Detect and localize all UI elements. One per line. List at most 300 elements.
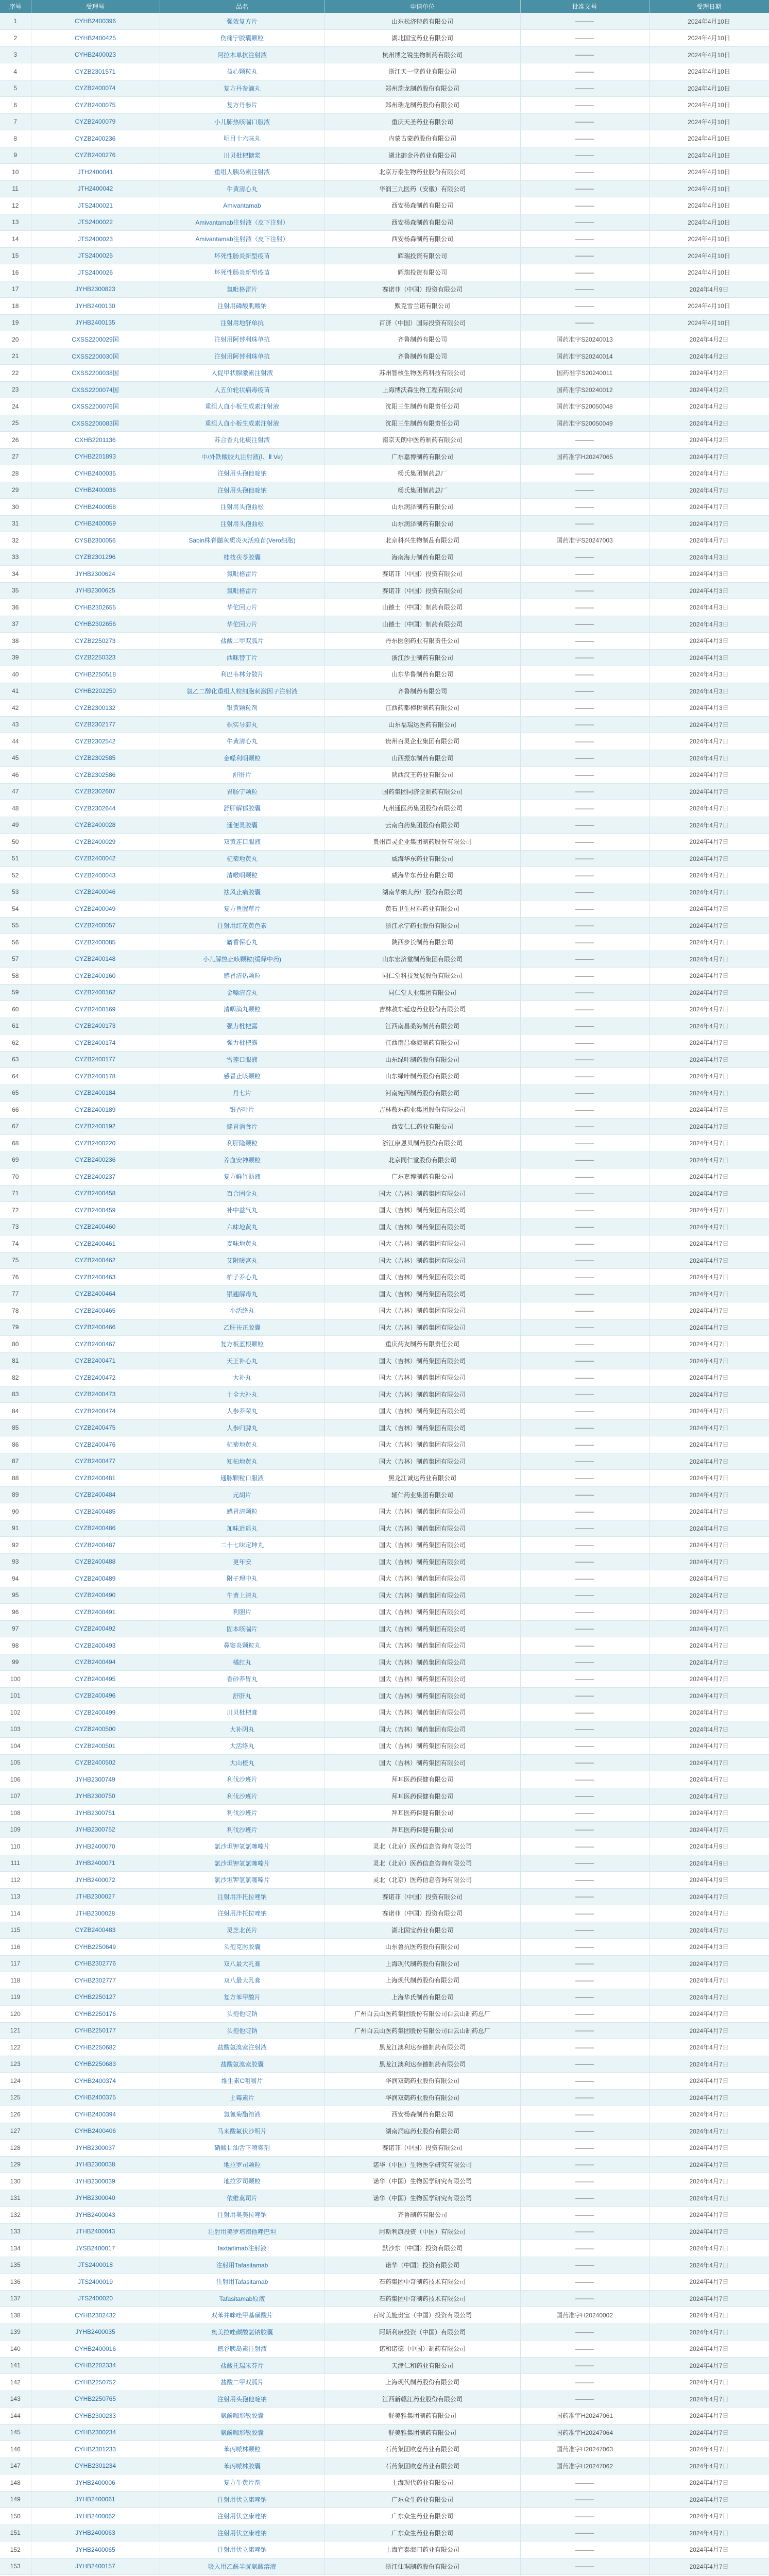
accept-date: 2024年4月3日 <box>649 599 769 616</box>
applicant: 石药集团欧意药业有限公司 <box>324 2458 520 2475</box>
product-name: 注射用伏立康唑钠 <box>160 2508 324 2525</box>
approval-no: ——— <box>520 2240 649 2257</box>
application-no: CYHB2400374 <box>31 2073 160 2090</box>
applicant: 国大（吉林）制药集团有限公司 <box>324 1302 520 1319</box>
accept-date: 2024年4月7日 <box>649 2458 769 2475</box>
table-row <box>0 1553 769 1570</box>
applicant: 上海博沃森生物工程有限公司 <box>324 381 520 398</box>
product-name: 牛黄清心丸 <box>160 733 324 750</box>
product-name: 注射用Tafasitamab <box>160 2274 324 2291</box>
accept-date: 2024年4月7日 <box>649 834 769 851</box>
approval-no: 国药准字H20247065 <box>520 448 649 465</box>
table-row <box>0 1403 769 1420</box>
accept-date: 2024年4月7日 <box>649 917 769 934</box>
product-name: 双苯并咪唑甲基磺酸片 <box>160 2307 324 2324</box>
product-name: 健胃消食片 <box>160 1118 324 1135</box>
product-name: 橘红丸 <box>160 1654 324 1671</box>
application-no: CYZB2400465 <box>31 1302 160 1319</box>
application-no: CYHB2300233 <box>31 2408 160 2425</box>
product-name: 强效复方片 <box>160 13 324 30</box>
applicant: 黄石卫生材料药业有限公司 <box>324 901 520 918</box>
approval-no: ——— <box>520 616 649 633</box>
applicant: 华润双鹤药业股份有限公司 <box>324 2089 520 2106</box>
accept-date: 2024年4月7日 <box>649 1570 769 1587</box>
application-no: CYHB2202250 <box>31 683 160 700</box>
product-name: 小活络丸 <box>160 1302 324 1319</box>
accept-date: 2024年4月10日 <box>649 63 769 80</box>
application-no: JTS2400025 <box>31 247 160 264</box>
application-no: CYZB2400471 <box>31 1352 160 1369</box>
applicant: 国大（吉林）制药集团有限公司 <box>324 1570 520 1587</box>
table-row <box>0 1687 769 1704</box>
applicant: 云南白药集团股份有限公司 <box>324 817 520 834</box>
table-row <box>0 1754 769 1771</box>
product-name: 盐酸氨溴索注射液 <box>160 2039 324 2056</box>
approval-no: ——— <box>520 649 649 666</box>
applicant: 国大（吉林）制药集团有限公司 <box>324 1436 520 1453</box>
application-no: CYZB2400464 <box>31 1285 160 1302</box>
table-row <box>0 197 769 214</box>
table-row <box>0 2039 769 2056</box>
applicant: 国大（吉林）制药集团有限公司 <box>324 1637 520 1654</box>
applicant: 陕西汉王药业有限公司 <box>324 767 520 784</box>
accept-date: 2024年4月7日 <box>649 499 769 516</box>
table-row <box>0 2173 769 2190</box>
application-no: CYZB2400493 <box>31 1637 160 1654</box>
application-no: JYHB2300823 <box>31 281 160 298</box>
product-name: 土霉素片 <box>160 2089 324 2106</box>
applicant: 湖北国宝药业有限公司 <box>324 30 520 47</box>
product-name: 复方板蓝根颗粒 <box>160 1336 324 1353</box>
row-index: 103 <box>0 1721 31 1738</box>
accept-date: 2024年4月7日 <box>649 2341 769 2358</box>
applicant: 诺华（中国）生物医学研究有限公司 <box>324 2190 520 2207</box>
application-no: CYZB2400043 <box>31 867 160 884</box>
header-date: 受理日期 <box>649 0 769 13</box>
application-no: CYHB2400036 <box>31 482 160 499</box>
table-row <box>0 2257 769 2274</box>
application-no: CYZB2400495 <box>31 1671 160 1688</box>
table-row <box>0 30 769 47</box>
approval-no: ——— <box>520 2207 649 2224</box>
row-index: 25 <box>0 415 31 432</box>
application-no: JYHB2300038 <box>31 2156 160 2173</box>
application-no: CXSS2200076国 <box>31 398 160 415</box>
applicant: 山西振东制药有限公司 <box>324 750 520 767</box>
applicant: 齐鲁制药有限公司 <box>324 331 520 348</box>
product-name: 坏死性肠炎新型疫苗 <box>160 264 324 281</box>
application-no: CYZB2302542 <box>31 733 160 750</box>
table-row <box>0 750 769 767</box>
table-row <box>0 2424 769 2441</box>
table-body <box>0 13 769 2576</box>
row-index: 68 <box>0 1135 31 1152</box>
product-name: 复方丹参滴丸 <box>160 80 324 97</box>
table-row <box>0 1855 769 1872</box>
table-row <box>0 1805 769 1822</box>
table-row <box>0 733 769 750</box>
row-index: 63 <box>0 1051 31 1068</box>
application-no: CYHB2250176 <box>31 2006 160 2023</box>
product-name: 注射用伏立康唑钠 <box>160 2524 324 2541</box>
approval-no: ——— <box>520 2257 649 2274</box>
application-no: JYHB2400043 <box>31 2207 160 2224</box>
approval-no: ——— <box>520 1671 649 1688</box>
row-index: 92 <box>0 1537 31 1554</box>
applicant: 赛诺菲（中国）投资有限公司 <box>324 281 520 298</box>
application-no: JYHB2400063 <box>31 2524 160 2541</box>
approval-no: ——— <box>520 2223 649 2240</box>
approval-no: ——— <box>520 1235 649 1252</box>
approval-no: ——— <box>520 1302 649 1319</box>
product-name: 附子理中丸 <box>160 1570 324 1587</box>
accept-date: 2024年4月7日 <box>649 1821 769 1838</box>
row-index: 51 <box>0 850 31 867</box>
product-name: 丹七片 <box>160 1084 324 1101</box>
table-row <box>0 716 769 733</box>
application-no: JTS2400026 <box>31 264 160 281</box>
accept-date: 2024年4月7日 <box>649 1135 769 1152</box>
table-row <box>0 1771 769 1788</box>
table-row <box>0 1151 769 1168</box>
applicant: 威海华东药业有限公司 <box>324 850 520 867</box>
application-no: CYZB2400491 <box>31 1604 160 1621</box>
applicant: 国大（吉林）制药集团有限公司 <box>324 1704 520 1721</box>
product-name: 祛风止痛胶囊 <box>160 884 324 901</box>
accept-date: 2024年4月10日 <box>649 247 769 264</box>
table-row <box>0 1989 769 2006</box>
accept-date: 2024年4月7日 <box>649 2290 769 2307</box>
table-row <box>0 2123 769 2140</box>
approval-no: ——— <box>520 1101 649 1118</box>
approval-no: ——— <box>520 298 649 315</box>
row-index: 131 <box>0 2190 31 2207</box>
applicant: 国大（吉林）制药集团有限公司 <box>324 1754 520 1771</box>
table-row <box>0 850 769 867</box>
product-name: 小儿解热止咳颗粒(缓释中药) <box>160 951 324 968</box>
applicant: 山东华鲁制药有限公司 <box>324 666 520 683</box>
approval-no: ——— <box>520 2039 649 2056</box>
row-index: 44 <box>0 733 31 750</box>
row-index: 139 <box>0 2324 31 2341</box>
applicant: 西安杨森制药有限公司 <box>324 197 520 214</box>
applicant: 山德士（中国）制药有限公司 <box>324 616 520 633</box>
accept-date: 2024年4月10日 <box>649 80 769 97</box>
application-no: JTS2400022 <box>31 214 160 231</box>
approval-no: ——— <box>520 247 649 264</box>
applicant: 国大（吉林）制药集团有限公司 <box>324 1352 520 1369</box>
table-row <box>0 2341 769 2358</box>
approval-no: 国药准字S20050048 <box>520 398 649 415</box>
applicant: 国大（吉林）制药集团有限公司 <box>324 1620 520 1637</box>
row-index: 118 <box>0 1972 31 1989</box>
application-no: CYZB2400085 <box>31 934 160 951</box>
accept-date: 2024年4月7日 <box>649 1035 769 1052</box>
row-index: 121 <box>0 2022 31 2039</box>
application-no: CYZB2400489 <box>31 1570 160 1587</box>
table-row <box>0 465 769 482</box>
table-row <box>0 2274 769 2291</box>
accept-date: 2024年4月3日 <box>649 582 769 599</box>
applicant: 国大（吉林）制药集团有限公司 <box>324 1202 520 1219</box>
applicant: 北京科兴生物制品有限公司 <box>324 532 520 549</box>
row-index: 52 <box>0 867 31 884</box>
approval-no: ——— <box>520 2106 649 2123</box>
header-product-name: 品名 <box>160 0 324 13</box>
application-no: CYZB2400496 <box>31 1687 160 1704</box>
row-index: 46 <box>0 767 31 784</box>
product-name: 杞菊地黄丸 <box>160 850 324 867</box>
accept-date: 2024年4月7日 <box>649 716 769 733</box>
accept-date: 2024年4月7日 <box>649 2475 769 2492</box>
row-index: 98 <box>0 1637 31 1654</box>
application-no: CYZB2302585 <box>31 750 160 767</box>
approval-no: ——— <box>520 582 649 599</box>
accept-date: 2024年4月7日 <box>649 1419 769 1436</box>
row-index: 54 <box>0 901 31 918</box>
row-index: 117 <box>0 1955 31 1972</box>
applicant: 丹东医创药业有限责任公司 <box>324 633 520 650</box>
applicant: 国大（吉林）制药集团有限公司 <box>324 1553 520 1570</box>
table-row <box>0 2524 769 2541</box>
table-row <box>0 1218 769 1235</box>
product-name: 地拉罗司颗粒 <box>160 2156 324 2173</box>
accept-date: 2024年4月7日 <box>649 2374 769 2391</box>
accept-date: 2024年4月7日 <box>649 1503 769 1520</box>
application-no: JYHB2300037 <box>31 2140 160 2157</box>
table-row <box>0 2307 769 2324</box>
product-name: 大补阴丸 <box>160 1721 324 1738</box>
applicant: 华润双鹤药业股份有限公司 <box>324 2073 520 2090</box>
product-name: 清喉咽颗粒 <box>160 867 324 884</box>
applicant: 阿斯利康投资（中国）有限公司 <box>324 2223 520 2240</box>
accept-date: 2024年4月7日 <box>649 2257 769 2274</box>
approval-no: ——— <box>520 1084 649 1101</box>
applicant: 黑龙江澳利达奈德制药有限公司 <box>324 2056 520 2073</box>
approval-no: ——— <box>520 2056 649 2073</box>
product-name: 枳实导滞丸 <box>160 716 324 733</box>
application-no: CYHB2250765 <box>31 2391 160 2408</box>
approval-no: ——— <box>520 1704 649 1721</box>
applicant: 诺华（中国）生物医学研究有限公司 <box>324 2156 520 2173</box>
accept-date: 2024年4月7日 <box>649 2491 769 2508</box>
product-name: 伤痛宁胶囊颗粒 <box>160 30 324 47</box>
row-index: 35 <box>0 582 31 599</box>
product-name: 舒肝片 <box>160 767 324 784</box>
row-index: 77 <box>0 1285 31 1302</box>
row-index: 11 <box>0 180 31 197</box>
applicant: 辅仁药业集团有限公司 <box>324 1486 520 1503</box>
applicant: 陕西步长制药有限公司 <box>324 934 520 951</box>
row-index: 89 <box>0 1486 31 1503</box>
row-index: 79 <box>0 1319 31 1336</box>
table-row <box>0 1503 769 1520</box>
accept-date: 2024年4月3日 <box>649 683 769 700</box>
product-name: 银黄颗粒剂 <box>160 700 324 717</box>
approval-no: ——— <box>520 1068 649 1085</box>
applicant: 国大（吉林）制药集团有限公司 <box>324 1185 520 1202</box>
table-row <box>0 97 769 114</box>
approval-no: ——— <box>520 2173 649 2190</box>
applicant: 西安仁仁药业有限公司 <box>324 1118 520 1135</box>
accept-date: 2024年4月7日 <box>649 2408 769 2425</box>
applicant: 灵北（北京）医药信息咨询有限公司 <box>324 1838 520 1855</box>
row-index: 65 <box>0 1084 31 1101</box>
approval-no: ——— <box>520 2341 649 2358</box>
approval-no: ——— <box>520 1001 649 1018</box>
approval-no: ——— <box>520 817 649 834</box>
product-name: 利胆片 <box>160 1604 324 1621</box>
accept-date: 2024年4月7日 <box>649 1771 769 1788</box>
approval-no: ——— <box>520 1687 649 1704</box>
row-index: 134 <box>0 2240 31 2257</box>
approval-no: ——— <box>520 1336 649 1353</box>
application-no: CYZB2400220 <box>31 1135 160 1152</box>
accept-date: 2024年4月10日 <box>649 13 769 30</box>
row-index: 108 <box>0 1805 31 1822</box>
row-index: 114 <box>0 1905 31 1922</box>
table-row <box>0 1955 769 1972</box>
approval-no: ——— <box>520 2391 649 2408</box>
row-index: 112 <box>0 1872 31 1889</box>
accept-date: 2024年4月10日 <box>649 314 769 331</box>
applicant: 齐鲁制药有限公司 <box>324 348 520 365</box>
row-index: 115 <box>0 1922 31 1939</box>
product-name: 强力枇杷露 <box>160 1035 324 1052</box>
product-name: Amivantamab注射液（皮下注射） <box>160 214 324 231</box>
application-no: JYHB2400157 <box>31 2558 160 2575</box>
applicant: 阿斯利康投资（中国）有限公司 <box>324 2324 520 2341</box>
approval-no: ——— <box>520 867 649 884</box>
row-index: 76 <box>0 1269 31 1286</box>
approval-no: ——— <box>520 783 649 800</box>
accept-date: 2024年4月7日 <box>649 1788 769 1805</box>
applicant: 齐鲁制药有限公司 <box>324 683 520 700</box>
application-no: CYHB2400058 <box>31 499 160 516</box>
row-index: 40 <box>0 666 31 683</box>
product-name: 苏合香丸化痰注射液 <box>160 432 324 449</box>
application-no: CYZB2301571 <box>31 63 160 80</box>
approval-no: ——— <box>520 2140 649 2157</box>
product-name: 氯沙坦钾氢氯噻嗪片 <box>160 1838 324 1855</box>
application-no: JYHB2300749 <box>31 1771 160 1788</box>
table-row <box>0 214 769 231</box>
row-index: 147 <box>0 2458 31 2475</box>
product-name: 注射用Tafasitamab <box>160 2257 324 2274</box>
approval-no: 国药准字S20050049 <box>520 415 649 432</box>
approval-no: ——— <box>520 1269 649 1286</box>
applicant: 黑龙江澳利达奈德制药有限公司 <box>324 2039 520 2056</box>
approval-no: ——— <box>520 97 649 114</box>
product-name: 硝酸甘油舌下喷雾剂 <box>160 2140 324 2157</box>
product-name: 地拉罗司颗粒 <box>160 2173 324 2190</box>
application-no: JYHB2400006 <box>31 2475 160 2492</box>
product-name: Amivantamab <box>160 197 324 214</box>
product-name: 大补丸 <box>160 1369 324 1386</box>
product-name: 注射用头孢曲松 <box>160 515 324 532</box>
applicant: 辉瑞投资有限公司 <box>324 247 520 264</box>
accept-date: 2024年4月7日 <box>649 1101 769 1118</box>
approval-no: 国药准字H20247062 <box>520 2458 649 2475</box>
accept-date: 2024年4月7日 <box>649 1453 769 1470</box>
approval-no: ——— <box>520 2508 649 2525</box>
applicant: 浙江永宁药业股份有限公司 <box>324 917 520 934</box>
header-approval-no: 批准文号 <box>520 0 649 13</box>
application-no: CYHB2400406 <box>31 2123 160 2140</box>
applicant: 国大（吉林）制药集团有限公司 <box>324 1319 520 1336</box>
accept-date: 2024年4月7日 <box>649 1018 769 1035</box>
application-no: CYZB2400459 <box>31 1202 160 1219</box>
accept-date: 2024年4月7日 <box>649 1805 769 1822</box>
product-name: 鼻窦炎颗粒丸 <box>160 1637 324 1654</box>
row-index: 69 <box>0 1151 31 1168</box>
approval-no: ——— <box>520 2475 649 2492</box>
approval-no: ——— <box>520 130 649 147</box>
approval-no: ——— <box>520 231 649 248</box>
application-no: JYHB2400035 <box>31 2324 160 2341</box>
accept-date: 2024年4月3日 <box>649 666 769 683</box>
accept-date: 2024年4月7日 <box>649 2056 769 2073</box>
row-index: 28 <box>0 465 31 482</box>
table-row <box>0 2223 769 2240</box>
product-name: 阿拉木单抗注射液 <box>160 46 324 63</box>
table-row <box>0 1084 769 1101</box>
product-name: 注射用头孢他啶钠 <box>160 482 324 499</box>
row-index: 7 <box>0 113 31 130</box>
applicant: 诺华（中国）投资有限公司 <box>324 2257 520 2274</box>
product-name: 氯沙坦钾氢氯噻嗪片 <box>160 1855 324 1872</box>
applicant: 西安杨森制药有限公司 <box>324 2106 520 2123</box>
application-no: JTS2400020 <box>31 2290 160 2307</box>
accept-date: 2024年4月7日 <box>649 1185 769 1202</box>
table-row <box>0 1001 769 1018</box>
applicant: 江西南昌桑海制药有限公司 <box>324 1018 520 1035</box>
table-row <box>0 298 769 315</box>
applicant: 国大（吉林）制药集团有限公司 <box>324 1453 520 1470</box>
applicant: 广东嘉博制药有限公司 <box>324 1168 520 1185</box>
row-index: 91 <box>0 1520 31 1537</box>
approval-no: ——— <box>520 1386 649 1403</box>
row-index: 72 <box>0 1202 31 1219</box>
applicant: 杨氏集团制药总厂 <box>324 482 520 499</box>
product-name: 川贝枇杷膏 <box>160 1704 324 1721</box>
approval-no: ——— <box>520 30 649 47</box>
approval-no: 国药准字S20240013 <box>520 331 649 348</box>
product-name: 牛黄清心丸 <box>160 180 324 197</box>
application-no: CYZB2400174 <box>31 1035 160 1052</box>
row-index: 24 <box>0 398 31 415</box>
row-index: 109 <box>0 1821 31 1838</box>
applicant: 拜耳医药保健有限公司 <box>324 1821 520 1838</box>
accept-date: 2024年4月7日 <box>649 1302 769 1319</box>
table-row <box>0 1671 769 1688</box>
applicant: 国药集团同济堂制药有限公司 <box>324 783 520 800</box>
approval-no: ——— <box>520 2524 649 2541</box>
applicant: 国大（吉林）制药集团有限公司 <box>324 1269 520 1286</box>
approval-no: ——— <box>520 1989 649 2006</box>
product-name: 注射用头孢曲松 <box>160 499 324 516</box>
approval-no: ——— <box>520 499 649 516</box>
application-no: CYZB2400473 <box>31 1386 160 1403</box>
approval-no: ——— <box>520 1872 649 1889</box>
approval-no: ——— <box>520 1821 649 1838</box>
product-name: 复方牛黄片剂 <box>160 2475 324 2492</box>
table-row <box>0 783 769 800</box>
accept-date: 2024年4月7日 <box>649 1553 769 1570</box>
row-index: 19 <box>0 314 31 331</box>
application-no: CYHB2302655 <box>31 599 160 616</box>
application-no: CYZB2400492 <box>31 1620 160 1637</box>
